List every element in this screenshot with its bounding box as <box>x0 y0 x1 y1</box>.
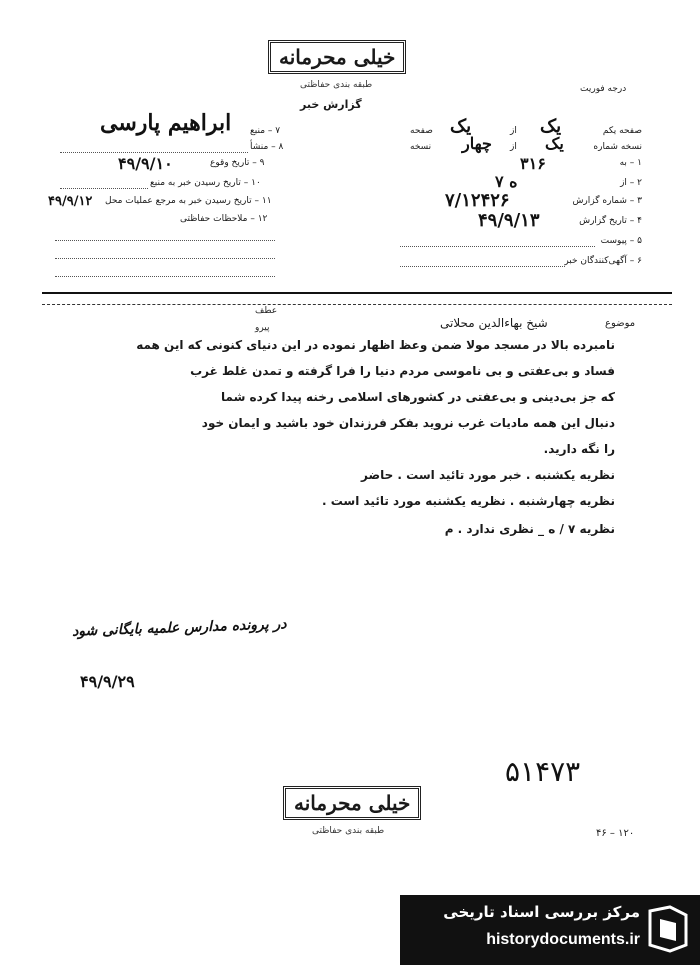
field-page-unit: صفحه <box>410 126 433 136</box>
subject-separator <box>42 304 672 305</box>
field-copy-of: از <box>510 142 517 152</box>
field-security-notes-line-2 <box>55 258 275 259</box>
field-copy-unit: نسخه <box>410 142 432 152</box>
field-page: صفحه یکم <box>602 126 642 136</box>
field-report-date: ۴ – تاریخ گزارش <box>579 216 642 226</box>
subject-value: شیخ بهاء‌الدین محلاتی <box>440 316 548 330</box>
field-to-value: ۳۱۶ <box>520 154 546 173</box>
field-report-number-value: ۷/۱۲۴۲۶ <box>445 190 510 211</box>
urgency-degree-label: درجه فوریت <box>580 84 627 94</box>
header-separator <box>42 292 672 294</box>
handwritten-date: ۴۹/۹/۲۹ <box>80 672 135 691</box>
body-line: فساد و بی‌عفتی و بی ناموسی مردم دنیا را فرا گرفته و تمدن غلط غرب <box>190 364 615 378</box>
field-receipt-by-operations: ۱۱ – تاریخ رسیدن خبر به مرجع عملیات محل <box>105 196 272 206</box>
watermark-banner <box>400 895 700 965</box>
field-occurrence-date-value: ۴۹/۹/۱۰ <box>118 154 173 173</box>
field-receipt-by-source-line <box>60 188 148 189</box>
classification-stamp-top: خیلی محرمانه <box>268 40 406 74</box>
body-line: دنبال این همه مادیات غرب نروید بفکر فرزندان خود باشید و ایمان خود <box>201 416 615 430</box>
field-receipt-by-source: ۱۰ – تاریخ رسیدن خبر به منبع <box>150 178 261 188</box>
field-receipt-by-operations-value: ۴۹/۹/۱۲ <box>48 194 93 209</box>
field-copy-number-value: یک <box>545 134 564 153</box>
opinion-line: نظریه چهارشنبه . نظریه یکشنبه مورد تائید است . <box>321 494 615 508</box>
field-informants: ۶ – آگهی‌کنندگان خبر <box>564 256 642 266</box>
classification-stamp-bottom: خیلی محرمانه <box>283 786 421 820</box>
field-page-of: از <box>510 126 517 136</box>
document-code: ۱۲۰ – ۴۶ <box>596 828 635 839</box>
handwritten-archive-note: در پرونده مدارس علمیه بایگانی شود <box>71 616 287 640</box>
reference-label: عطف <box>255 306 278 316</box>
field-security-notes-line-3 <box>55 276 275 277</box>
body-line: را نگه دارید. <box>543 442 615 456</box>
classification-label-bottom: طبقه بندی حفاظتی <box>312 826 385 836</box>
field-security-notes: ۱۲ – ملاحظات حفاظتی <box>180 214 268 224</box>
field-origin: ۸ – منشأ <box>250 142 284 152</box>
report-title: گزارش خبر <box>300 98 362 111</box>
field-attachment: ۵ – پیوست <box>600 236 642 246</box>
field-page-value: یک <box>540 116 562 137</box>
body-line: نامبرده بالا در مسجد مولا ضمن وعظ اظهار نموده در این دنیای کنونی که این همه <box>136 338 615 352</box>
field-from-value: ۷ ه <box>495 172 518 191</box>
watermark-url: historydocuments.ir <box>486 931 640 948</box>
opinion-line: نظریه یکشنبه . خبر مورد تائید است . حاضر <box>361 468 615 482</box>
handwritten-number: ۵۱۴۷۳ <box>505 755 581 788</box>
field-source-value: ابراهیم پارسی <box>100 110 232 136</box>
field-page-total: یک <box>450 116 472 137</box>
watermark-org: مرکز بررسی اسناد تاریخی <box>443 903 640 921</box>
field-origin-line <box>60 152 248 153</box>
subject-label: موضوع <box>605 318 636 329</box>
body-line: که جز بی‌دینی و بی‌عفتی در کشورهای اسلامی رخنه پیدا کرده شما <box>221 390 615 404</box>
field-security-notes-line-1 <box>55 240 275 241</box>
followup-label: پیرو <box>255 323 270 333</box>
opinion-line: نظریه ۷ / ه _ نظری ندارد . م <box>444 522 615 536</box>
field-attachment-line <box>400 246 595 247</box>
field-to: ۱ – به <box>619 158 642 168</box>
field-copy-number: نسخه شماره <box>593 142 642 152</box>
field-source: ۷ – منبع <box>250 126 281 136</box>
field-copy-total: چهار <box>462 134 492 153</box>
field-occurrence-date: ۹ – تاریخ وقوع <box>210 158 265 168</box>
field-report-date-value: ۴۹/۹/۱۳ <box>478 210 540 231</box>
watermark-logo-icon <box>646 905 690 953</box>
field-report-number: ۳ – شماره گزارش <box>572 196 642 206</box>
field-informants-line <box>400 266 565 267</box>
classification-label-top: طبقه بندی حفاظتی <box>300 80 373 90</box>
field-from: ۲ – از <box>620 178 642 188</box>
